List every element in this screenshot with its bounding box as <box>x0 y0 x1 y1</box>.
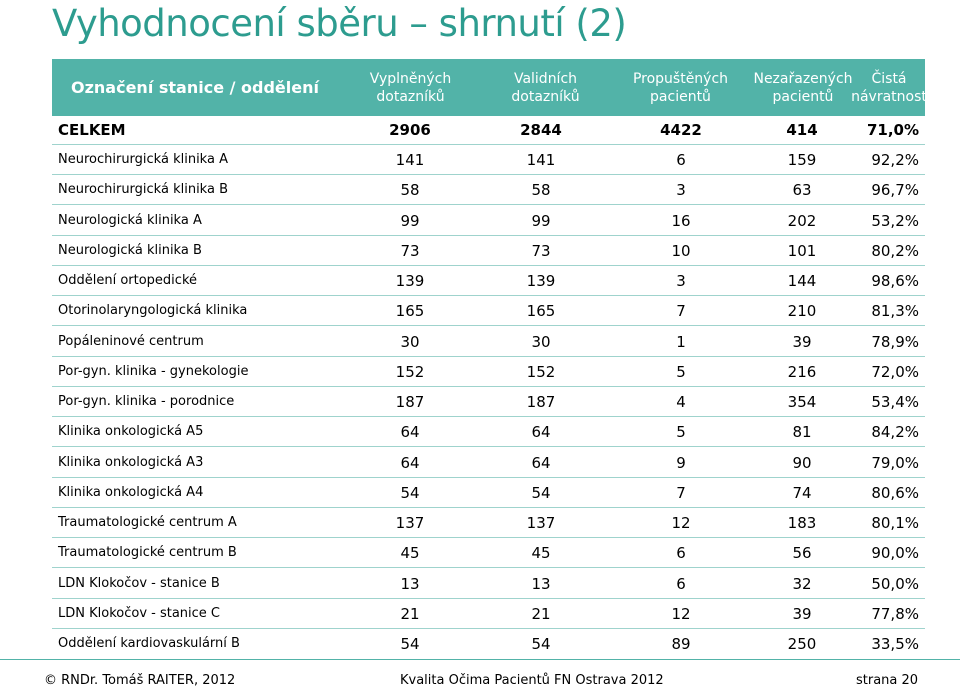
total-filled: 2906 <box>389 121 431 139</box>
table-row <box>52 266 925 296</box>
row-return: 53,4% <box>871 393 919 411</box>
row-discharged: 7 <box>676 302 686 321</box>
row-return: 72,0% <box>871 362 919 381</box>
row-return: 77,8% <box>871 604 919 623</box>
row-return: 96,7% <box>871 181 919 200</box>
row-return: 50,0% <box>871 574 919 593</box>
row-name: Klinika onkologická A3 <box>58 454 204 470</box>
table-row <box>52 538 925 568</box>
table-row <box>52 145 925 175</box>
header-return: Čistá návratnost <box>851 70 927 105</box>
row-valid: 64 <box>531 453 551 472</box>
row-return: 98,6% <box>871 272 919 290</box>
row-discharged: 5 <box>676 423 686 442</box>
row-discharged: 12 <box>671 604 691 623</box>
row-unassigned: 39 <box>792 332 812 351</box>
table-row <box>52 387 925 417</box>
row-discharged: 5 <box>676 362 686 381</box>
row-name: LDN Klokočov - stanice B <box>58 575 220 591</box>
row-filled: 13 <box>400 574 420 593</box>
header-unassigned: Nezařazených pacientů <box>753 70 853 105</box>
row-discharged: 10 <box>671 241 691 260</box>
row-filled: 54 <box>400 483 420 502</box>
row-filled: 64 <box>400 453 420 472</box>
row-name: Neurologická klinika B <box>58 242 202 258</box>
table-row <box>52 206 925 236</box>
row-return: 80,1% <box>871 514 919 532</box>
row-discharged: 89 <box>671 635 691 653</box>
row-unassigned: 32 <box>792 574 812 593</box>
row-valid: 54 <box>531 483 551 502</box>
row-unassigned: 56 <box>792 544 812 563</box>
row-valid: 30 <box>531 332 551 351</box>
row-discharged: 1 <box>676 332 686 351</box>
table-row <box>52 236 925 266</box>
row-return: 78,9% <box>871 332 919 351</box>
row-name: Traumatologické centrum A <box>58 515 237 530</box>
row-unassigned: 216 <box>787 362 817 381</box>
row-filled: 187 <box>395 393 425 411</box>
row-name: Por-gyn. klinika - porodnice <box>58 394 235 409</box>
table-header <box>52 59 925 116</box>
table-row <box>52 629 925 659</box>
row-valid: 64 <box>531 423 551 442</box>
row-name: Neurochirurgická klinika A <box>58 152 228 167</box>
row-discharged: 3 <box>676 272 686 290</box>
row-name: Por-gyn. klinika - gynekologie <box>58 363 249 379</box>
footer-author: © RNDr. Tomáš RAITER, 2012 <box>44 673 236 688</box>
row-valid: 139 <box>526 272 556 290</box>
table-row <box>52 508 925 538</box>
row-valid: 54 <box>531 635 551 653</box>
header-filled: Vyplněných dotazníků <box>369 70 452 105</box>
total-name: CELKEM <box>58 121 126 139</box>
row-unassigned: 81 <box>792 423 812 442</box>
row-unassigned: 39 <box>792 604 812 623</box>
row-name: Popáleninové centrum <box>58 333 204 349</box>
table-row <box>52 357 925 387</box>
row-unassigned: 74 <box>792 483 812 502</box>
table-row <box>52 478 925 508</box>
row-return: 80,2% <box>871 241 919 260</box>
row-valid: 13 <box>531 574 551 593</box>
table-row <box>52 175 925 205</box>
row-return: 81,3% <box>871 302 919 321</box>
total-unassigned: 414 <box>786 121 818 139</box>
row-valid: 187 <box>526 393 556 411</box>
row-unassigned: 250 <box>787 635 817 653</box>
row-unassigned: 90 <box>792 453 812 472</box>
row-discharged: 6 <box>676 544 686 563</box>
table-row <box>52 599 925 629</box>
row-valid: 152 <box>526 362 556 381</box>
total-row <box>52 115 925 145</box>
row-unassigned: 63 <box>792 181 812 200</box>
row-filled: 54 <box>400 635 420 653</box>
row-unassigned: 183 <box>787 514 817 532</box>
row-filled: 21 <box>400 604 420 623</box>
table-row <box>52 296 925 326</box>
row-discharged: 16 <box>671 211 691 230</box>
row-valid: 58 <box>531 181 551 200</box>
row-filled: 141 <box>395 151 425 169</box>
row-valid: 73 <box>531 241 551 260</box>
table-row <box>52 569 925 599</box>
header-valid: Validních dotazníků <box>511 70 580 105</box>
row-filled: 58 <box>400 181 420 200</box>
row-unassigned: 354 <box>787 393 817 411</box>
row-name: LDN Klokočov - stanice C <box>58 605 221 621</box>
row-discharged: 9 <box>676 453 686 472</box>
row-return: 33,5% <box>871 635 919 653</box>
table-row <box>52 448 925 478</box>
row-valid: 21 <box>531 604 551 623</box>
row-filled: 165 <box>395 302 425 321</box>
row-discharged: 6 <box>676 151 686 169</box>
row-return: 90,0% <box>871 544 919 563</box>
row-unassigned: 101 <box>787 241 817 260</box>
footer-page: strana 20 <box>856 673 919 688</box>
row-unassigned: 159 <box>787 151 817 169</box>
row-return: 84,2% <box>871 423 919 442</box>
row-return: 79,0% <box>871 453 919 472</box>
footer-center: Kvalita Očima Pacientů FN Ostrava 2012 <box>400 673 664 688</box>
row-filled: 64 <box>400 423 420 442</box>
table-row <box>52 327 925 357</box>
row-discharged: 3 <box>676 181 686 200</box>
row-name: Klinika onkologická A5 <box>58 424 204 440</box>
row-name: Oddělení kardiovaskulární B <box>58 636 240 651</box>
row-unassigned: 144 <box>787 272 817 290</box>
header-station: Označení stanice / oddělení <box>70 77 319 97</box>
row-return: 53,2% <box>871 211 919 230</box>
row-filled: 30 <box>400 332 420 351</box>
row-valid: 99 <box>531 211 551 230</box>
row-name: Neurologická klinika A <box>58 212 202 228</box>
row-name: Neurochirurgická klinika B <box>58 182 229 198</box>
row-valid: 45 <box>531 544 551 563</box>
row-filled: 139 <box>395 272 425 290</box>
total-discharged: 4422 <box>660 121 702 139</box>
footer-divider <box>0 659 960 660</box>
row-filled: 137 <box>395 514 425 532</box>
row-name: Oddělení ortopedické <box>58 273 198 288</box>
row-filled: 45 <box>400 544 420 563</box>
row-valid: 137 <box>526 514 556 532</box>
total-valid: 2844 <box>520 121 562 139</box>
header-discharged: Propuštěných pacientů <box>632 70 729 105</box>
row-return: 92,2% <box>871 151 919 169</box>
row-name: Klinika onkologická A4 <box>58 484 204 500</box>
row-name: Traumatologické centrum B <box>58 545 237 561</box>
row-unassigned: 210 <box>787 302 817 321</box>
row-name: Otorinolaryngologická klinika <box>58 303 248 319</box>
row-discharged: 4 <box>676 393 686 411</box>
row-discharged: 7 <box>676 483 686 502</box>
row-filled: 152 <box>395 362 425 381</box>
row-valid: 141 <box>526 151 556 169</box>
page-title: Vyhodnocení sběru – shrnutí (2) <box>52 2 627 45</box>
row-unassigned: 202 <box>787 211 817 230</box>
table-row <box>52 417 925 447</box>
row-valid: 165 <box>526 302 556 321</box>
total-return: 71,0% <box>866 121 919 139</box>
row-return: 80,6% <box>871 483 919 502</box>
row-filled: 99 <box>400 211 420 230</box>
row-filled: 73 <box>400 241 420 260</box>
row-discharged: 12 <box>671 514 691 532</box>
row-discharged: 6 <box>676 574 686 593</box>
